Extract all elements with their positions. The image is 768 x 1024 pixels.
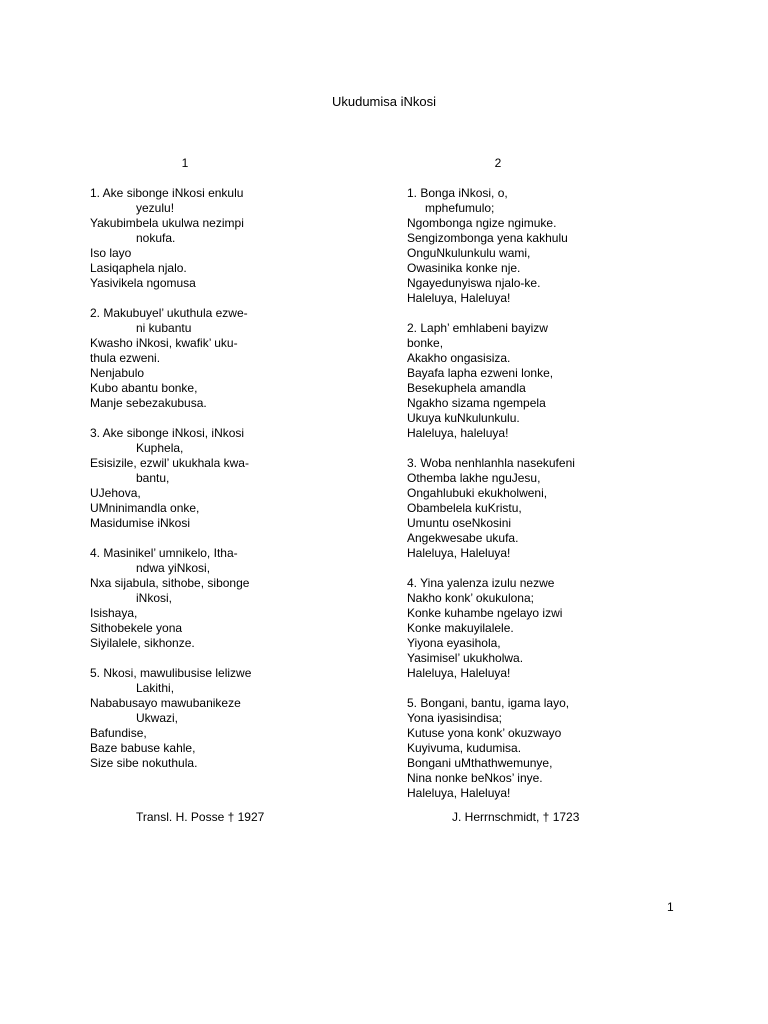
verse-line: Othemba lakhe nguJesu, xyxy=(407,471,541,485)
verse-line: Haleluya, Haleluya! xyxy=(407,786,511,800)
verse-line: Yasivikela ngomusa xyxy=(90,276,196,290)
verse-line: UJehova, xyxy=(90,486,141,500)
stanza xyxy=(90,666,251,771)
stanza-list xyxy=(407,186,575,816)
author-credit: J. Herrnschmidt, † 1723 xyxy=(452,810,580,824)
verse-line: Ukwazi, xyxy=(136,711,179,725)
verse-line: Ngakho sizama ngempela xyxy=(407,396,546,410)
verse-line: Kubo abantu bonke, xyxy=(90,381,198,395)
verse-line: ndwa yiNkosi, xyxy=(136,561,211,575)
verse-line: Sengizombonga yena kakhulu xyxy=(407,231,568,245)
verse-line: Ngayedunyiswa njalo-ke. xyxy=(407,276,541,290)
verse-line: Yakubimbela ukulwa nezimpi xyxy=(90,216,244,230)
verse-line: 4. Yina yalenza izulu nezwe xyxy=(407,576,555,590)
verse-line: 3. Woba nenhlanhla nasekufeni xyxy=(407,456,575,470)
verse-line: Ngombonga ngize ngimuke. xyxy=(407,216,557,230)
verse-line: Konke kuhambe ngelayo izwi xyxy=(407,606,563,620)
stanza xyxy=(90,426,251,531)
verse-line: Nakho konk’ okukulona; xyxy=(407,591,534,605)
verse-line: Isishaya, xyxy=(90,606,138,620)
verse-line: Esisizile, ezwil’ ukukhala kwa- xyxy=(90,456,249,470)
verse-line: Ukuya kuNkulunkulu. xyxy=(407,411,520,425)
hymn-number: 1 xyxy=(181,156,189,170)
verse-line: Haleluya, Haleluya! xyxy=(407,666,511,680)
verse-line: Nababusayo mawubanikeze xyxy=(90,696,241,710)
stanza xyxy=(407,576,575,681)
verse-line: thula ezweni. xyxy=(90,351,161,365)
verse-line: Haleluya, Haleluya! xyxy=(407,291,511,305)
verse-line: iNkosi, xyxy=(136,591,173,605)
verse-line: Size sibe nokuthula. xyxy=(90,756,198,770)
verse-line: Baze babuse kahle, xyxy=(90,741,196,755)
verse-line: Lakithi, xyxy=(136,681,175,695)
verse-line: nokufa. xyxy=(136,231,176,245)
verse-line: bonke, xyxy=(407,336,444,350)
verse-line: Obambelela kuKristu, xyxy=(407,501,522,515)
verse-line: mphefumulo; xyxy=(425,201,495,215)
verse-line: Haleluya, haleluya! xyxy=(407,426,509,440)
verse-line: Nxa sijabula, sithobe, sibonge xyxy=(90,576,250,590)
verse-line: OnguNkulunkulu wami, xyxy=(407,246,531,260)
verse-line: Kuyivuma, kudumisa. xyxy=(407,741,522,755)
verse-line: Nenjabulo xyxy=(90,366,145,380)
stanza xyxy=(90,186,251,291)
verse-line: Besekuphela amandla xyxy=(407,381,526,395)
verse-line: Nina nonke beNkos’ inye. xyxy=(407,771,543,785)
translator-credit: Transl. H. Posse † 1927 xyxy=(136,810,265,824)
stanza-list xyxy=(90,186,251,786)
stanza xyxy=(407,696,575,801)
verse-line: 3. Ake sibonge iNkosi, iNkosi xyxy=(90,426,245,440)
stanza xyxy=(90,546,251,651)
verse-line: 4. Masinikel’ umnikelo, Itha- xyxy=(90,546,238,560)
hymn-number: 2 xyxy=(494,156,502,170)
stanza xyxy=(407,456,575,561)
verse-line: 5. Bongani, bantu, igama layo, xyxy=(407,696,570,710)
verse-line: Yona iyasisindisa; xyxy=(407,711,502,725)
verse-line: Kutuse yona konk’ okuzwayo xyxy=(407,726,562,740)
verse-line: bantu, xyxy=(136,471,170,485)
verse-line: Konke makuyilalele. xyxy=(407,621,514,635)
stanza xyxy=(407,186,575,306)
verse-line: UMninimandla onke, xyxy=(90,501,200,515)
verse-line: 5. Nkosi, mawulibusise lelizwe xyxy=(90,666,252,680)
page-title: Ukudumisa iNkosi xyxy=(331,94,437,109)
verse-line: Bongani uMthathwemunye, xyxy=(407,756,553,770)
verse-line: Lasiqaphela njalo. xyxy=(90,261,187,275)
page-number: 1 xyxy=(667,900,674,914)
verse-line: Bayafa lapha ezweni lonke, xyxy=(407,366,554,380)
verse-line: 1. Ake sibonge iNkosi enkulu xyxy=(90,186,244,200)
verse-line: Siyilalele, sikhonze. xyxy=(90,636,195,650)
verse-line: Haleluya, Haleluya! xyxy=(407,546,511,560)
verse-line: Masidumise iNkosi xyxy=(90,516,191,530)
verse-line: 2. Makubuyel’ ukuthula ezwe- xyxy=(90,306,248,320)
stanza xyxy=(90,306,251,411)
verse-line: 1. Bonga iNkosi, o, xyxy=(407,186,508,200)
verse-line: Owasinika konke nje. xyxy=(407,261,521,275)
verse-line: Iso layo xyxy=(90,246,132,260)
verse-line: Manje sebezakubusa. xyxy=(90,396,207,410)
verse-line: ni kubantu xyxy=(136,321,192,335)
verse-line: yezulu! xyxy=(136,201,175,215)
verse-line: Kwasho iNkosi, kwafik’ uku- xyxy=(90,336,238,350)
verse-line: Angekwesabe ukufa. xyxy=(407,531,519,545)
verse-line: 2. Laph’ emhlabeni bayizw xyxy=(407,321,548,335)
verse-line: Kuphela, xyxy=(136,441,184,455)
verse-line: Akakho ongasisiza. xyxy=(407,351,511,365)
verse-line: Sithobekele yona xyxy=(90,621,183,635)
stanza xyxy=(407,321,575,441)
verse-line: Bafundise, xyxy=(90,726,147,740)
verse-line: Ongahlubuki ekukholweni, xyxy=(407,486,548,500)
verse-line: Yiyona eyasihola, xyxy=(407,636,501,650)
verse-line: Yasimisel’ ukukholwa. xyxy=(407,651,524,665)
verse-line: Umuntu oseNkosini xyxy=(407,516,512,530)
